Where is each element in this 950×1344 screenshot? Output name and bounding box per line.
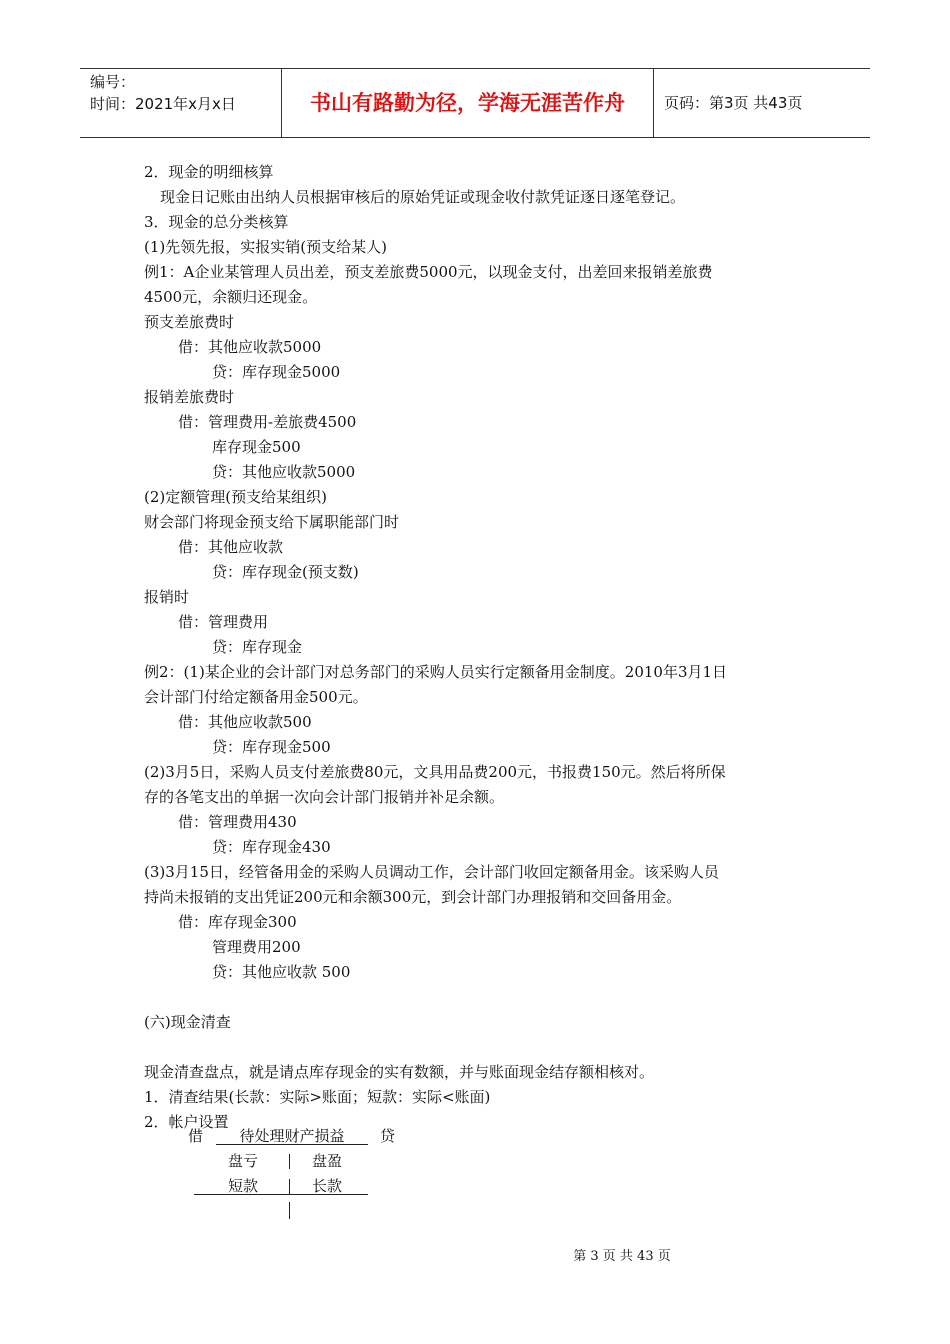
journal-debit: 借：管理费用-差旅费4500 [178,413,357,431]
t-account-debit-label: 借 [188,1127,204,1145]
t-account-right-item: 长款 [312,1177,343,1195]
blank-line [144,985,824,1010]
t-account-title: 待处理财产损益 [239,1127,345,1145]
journal-credit: 贷：其他应收款5000 [212,463,356,481]
header-motto-cell [282,69,654,137]
example-text: 4500元，余额归还现金。 [144,288,318,306]
entry-caption: 预支差旅费时 [144,313,235,331]
header-motto: 书山有路勤为径，学海无涯苦作舟 [310,91,625,115]
section-heading: 2．帐户设置 [144,1113,229,1131]
t-account-left-item: 短款 [228,1177,259,1195]
blank-line [144,1035,824,1060]
journal-debit: 库存现金500 [212,438,301,456]
entry-caption: 报销差旅费时 [144,388,235,406]
entry-caption: 财会部门将现金预支给下属职能部门时 [144,513,400,531]
section-heading: (六)现金清查 [144,1013,231,1031]
t-account-diagram [144,1124,444,1224]
journal-credit: 贷：库存现金 [212,638,303,656]
page-footer [0,1245,950,1264]
section-heading: 3．现金的总分类核算 [144,213,289,231]
t-account-credit-label: 贷 [380,1127,396,1145]
paragraph: 现金清查盘点，就是请点库存现金的实有数额，并与账面现金结存额相核对。 [144,1063,655,1081]
journal-debit: 借：其他应收款500 [178,713,312,731]
header-page-cell [654,69,870,137]
subsection-heading: (1)先领先报，实报实销(预支给某人) [144,238,387,256]
subsection-heading: (2)定额管理(预支给某组织) [144,488,327,506]
journal-credit: 贷：其他应收款 500 [212,963,351,981]
journal-debit: 借：其他应收款5000 [178,338,322,356]
header-left-cell [80,69,282,137]
header-page-number: 页码：第3页 共43页 [664,94,803,112]
journal-debit: 借：库存现金300 [178,913,297,931]
journal-debit: 借：其他应收款 [178,538,284,556]
t-account-right-item: 盘盈 [312,1152,343,1170]
journal-credit: 贷：库存现金500 [212,738,331,756]
section-heading: 1．清查结果(长款：实际>账面；短款：实际<账面) [144,1088,491,1106]
example-text: 例2：(1)某企业的会计部门对总务部门的采购人员实行定额备用金制度。2010年3月1日 [144,663,728,681]
page-header [80,68,870,138]
section-heading: 2．现金的明细核算 [144,163,274,181]
example-text: (3)3月15日，经管备用金的采购人员调动工作，会计部门收回定额备用金。该采购人员 [144,863,719,881]
example-text: 例1：A企业某管理人员出差，预支差旅费5000元，以现金支付，出差回来报销差旅费 [144,263,713,281]
example-text: 存的各笔支出的单据一次向会计部门报销并补足余额。 [144,788,505,806]
t-account-lines [144,1124,444,1224]
t-account-left-item: 盘亏 [228,1152,259,1170]
example-text: 会计部门付给定额备用金500元。 [144,688,368,706]
journal-debit: 管理费用200 [212,938,301,956]
entry-caption: 报销时 [144,588,190,606]
journal-debit: 借：管理费用430 [178,813,297,831]
journal-debit: 借：管理费用 [178,613,269,631]
document-number-label: 编号： [90,73,136,91]
journal-credit: 贷：库存现金430 [212,838,331,856]
example-text: 持尚未报销的支出凭证200元和余额300元，到会计部门办理报销和交回备用金。 [144,888,682,906]
paragraph: 现金日记账由出纳人员根据审核后的原始凭证或现金收付款凭证逐日逐笔登记。 [160,188,686,206]
journal-credit: 贷：库存现金5000 [212,363,341,381]
journal-credit: 贷：库存现金(预支数) [212,563,359,581]
example-text: (2)3月5日，采购人员支付差旅费80元，文具用品费200元，书报费150元。然后将所保 [144,763,726,781]
document-body [144,160,824,1135]
document-time-label: 时间：2021年x月x日 [90,95,236,113]
footer-page-number: 第 3 页 共 43 页 [573,1249,671,1264]
